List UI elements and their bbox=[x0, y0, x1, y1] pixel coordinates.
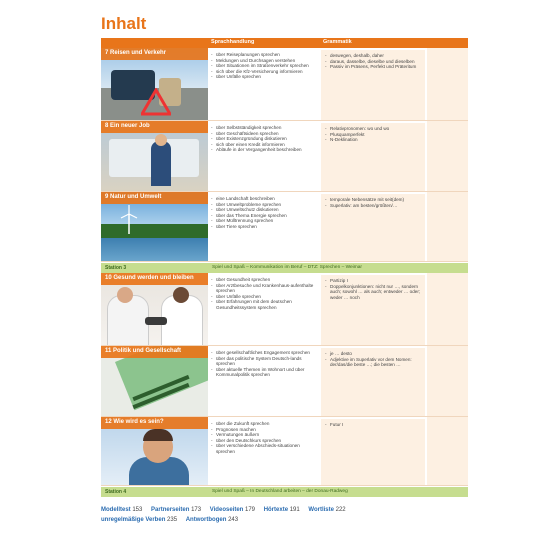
sprach-item: - über Reiseplanungen sprechen bbox=[210, 52, 316, 58]
footer-page: 191 bbox=[289, 507, 300, 513]
grammatik-item: - Relativpronomen: wo und wo bbox=[324, 126, 422, 132]
station-label: Station 4 bbox=[105, 489, 127, 495]
chapter-image bbox=[101, 346, 208, 416]
chapter-row bbox=[101, 48, 468, 121]
sprach-item: - über die Zukunft sprechen bbox=[210, 421, 316, 427]
chapter-title: 10 Gesund werden und bleiben bbox=[105, 275, 194, 281]
footer-index bbox=[101, 505, 471, 525]
toc-table bbox=[101, 38, 468, 497]
sprach-item: - über Tiere sprechen bbox=[210, 224, 316, 230]
chapter-title: 11 Politik und Gesellschaft bbox=[105, 348, 182, 354]
chapter-title: 8 Ein neuer Job bbox=[105, 123, 150, 129]
grammatik-item: - Partizip I bbox=[324, 278, 422, 284]
sprach-item: - über Erfahrungen mit dem deutschen Gesundheitssystem sprechen bbox=[210, 299, 316, 310]
sprach-item: - über Umweltschutz diskutieren bbox=[210, 207, 316, 213]
chapter-image bbox=[101, 121, 208, 191]
grammatik-item: - Futur I bbox=[324, 422, 422, 428]
footer-page: 173 bbox=[191, 507, 202, 513]
grammatik-item: - je … desto bbox=[324, 351, 422, 357]
sprach-item: - über Arztbesuche und Krankenhaus-aufenthalte sprechen bbox=[210, 283, 316, 294]
header-grammatik: Grammatik bbox=[323, 39, 352, 45]
footer-label[interactable]: Antwortbogen bbox=[185, 517, 227, 523]
warning-triangle-icon bbox=[141, 88, 171, 116]
footer-page: 243 bbox=[228, 517, 239, 523]
sprach-item: - über gesellschaftliches Engagement sprechen bbox=[210, 350, 316, 356]
sprach-item: - über Geschäftsideen sprechen bbox=[210, 131, 316, 137]
sprach-item: - eine Landschaft beschreiben bbox=[210, 196, 316, 202]
chapter-title: 12 Wie wird es sein? bbox=[105, 419, 164, 425]
footer-page: 222 bbox=[335, 507, 346, 513]
chapter-title: 9 Natur und Umwelt bbox=[105, 194, 162, 200]
chapter-image bbox=[101, 417, 208, 485]
sprach-item: - über Mülltrennung sprechen bbox=[210, 218, 316, 224]
sprach-item: - über Umweltprobleme sprechen bbox=[210, 202, 316, 208]
grammatik-item: - daraus, dasselbe, dieselbe und dieselben bbox=[324, 59, 422, 65]
sprach-item: - über Existenzgründung diskutieren bbox=[210, 136, 316, 142]
grammatik-item: - Plusquamperfekt bbox=[324, 132, 422, 138]
sprach-item: - sich über die Kfz-Versicherung informieren bbox=[210, 69, 316, 75]
grammatik-item: - Doppelkonjunktionen: nicht nur …, sondern auch; sowohl … als auch; entweder … oder; weder … noch bbox=[324, 284, 422, 301]
sprach-item: - Abläufe in der Vergangenheit beschreiben bbox=[210, 147, 316, 153]
sprach-item: - Vermutungen äußern bbox=[210, 432, 316, 438]
sprach-item: - über Unfälle sprechen bbox=[210, 294, 316, 300]
sprach-item: - über Situationen im Straßenverkehr sprechen bbox=[210, 63, 316, 69]
chapter-row bbox=[101, 273, 468, 346]
footer-label[interactable]: unregelmäßige Verben bbox=[101, 517, 166, 523]
grammatik-item: - Adjektive im Superlativ vor dem Nomen: der/das/die beste …; die besten … bbox=[324, 357, 422, 368]
wind-turbine-icon bbox=[119, 204, 139, 234]
grammatik-item: - N-Deklination bbox=[324, 137, 422, 143]
chapter-image bbox=[101, 273, 208, 345]
sprach-item: - über das politische System Deutsch-lands sprechen bbox=[210, 356, 316, 367]
page-title: Inhalt bbox=[101, 14, 147, 33]
sprach-item: - über Unfälle sprechen bbox=[210, 74, 316, 80]
chapter-image bbox=[101, 192, 208, 261]
footer-page: 153 bbox=[132, 507, 143, 513]
footer-label[interactable]: Wortliste bbox=[308, 507, 334, 513]
chapter-title: 7 Reisen und Verkehr bbox=[105, 50, 167, 56]
table-header bbox=[101, 38, 468, 48]
chapter-row bbox=[101, 346, 468, 417]
footer-page: 235 bbox=[167, 517, 178, 523]
sprach-item: - über aktuelle Themen im Wohnort und über Kommunalpolitik sprechen bbox=[210, 367, 316, 378]
grammatik-item: - Superlativ: am besten/größten/… bbox=[324, 203, 422, 209]
station-text: Spiel und Spaß – Kommunikation im Beruf – DTZ: Sprechen – Weimar bbox=[212, 265, 363, 270]
station-text: Spiel und Spaß – In Deutschland arbeiten – der Donau-Radweg bbox=[212, 489, 348, 494]
sprach-item: - über verschiedene Abschieds-situationen sprechen bbox=[210, 443, 316, 454]
sprach-item: - sich über einen Kredit informieren bbox=[210, 142, 316, 148]
footer-label[interactable]: Videoseiten bbox=[209, 507, 244, 513]
chapter-row bbox=[101, 192, 468, 262]
chapter-row bbox=[101, 121, 468, 192]
sprach-item: - Meldungen und Durchsagen verstehen bbox=[210, 58, 316, 64]
station-bar bbox=[101, 263, 468, 273]
sprach-item: - über Selbstständigkeit sprechen bbox=[210, 125, 316, 131]
footer-label[interactable]: Hörtexte bbox=[263, 507, 289, 513]
header-sprachhandlung: Sprachhandlung bbox=[211, 39, 255, 45]
footer-label[interactable]: Modelltest bbox=[101, 507, 131, 513]
sprach-item: - über das Thema Energie sprechen bbox=[210, 213, 316, 219]
sprach-item: - über den Deutschkurs sprechen bbox=[210, 438, 316, 444]
grammatik-item: - deswegen, deshalb, daher bbox=[324, 53, 422, 59]
grammatik-item: - temporale Nebensätze mit seit(dem) bbox=[324, 197, 422, 203]
footer-label[interactable]: Partnerseiten bbox=[151, 507, 190, 513]
sprach-item: - Prognosen machen bbox=[210, 427, 316, 433]
sprach-item: - über Gesundheit sprechen bbox=[210, 277, 316, 283]
station-bar bbox=[101, 487, 468, 497]
grammatik-item: - Passiv im Präsens, Perfekt und Präteritum bbox=[324, 64, 422, 70]
station-label: Station 3 bbox=[105, 265, 127, 271]
footer-page: 179 bbox=[245, 507, 256, 513]
chapter-row bbox=[101, 417, 468, 486]
chapter-image bbox=[101, 48, 208, 120]
